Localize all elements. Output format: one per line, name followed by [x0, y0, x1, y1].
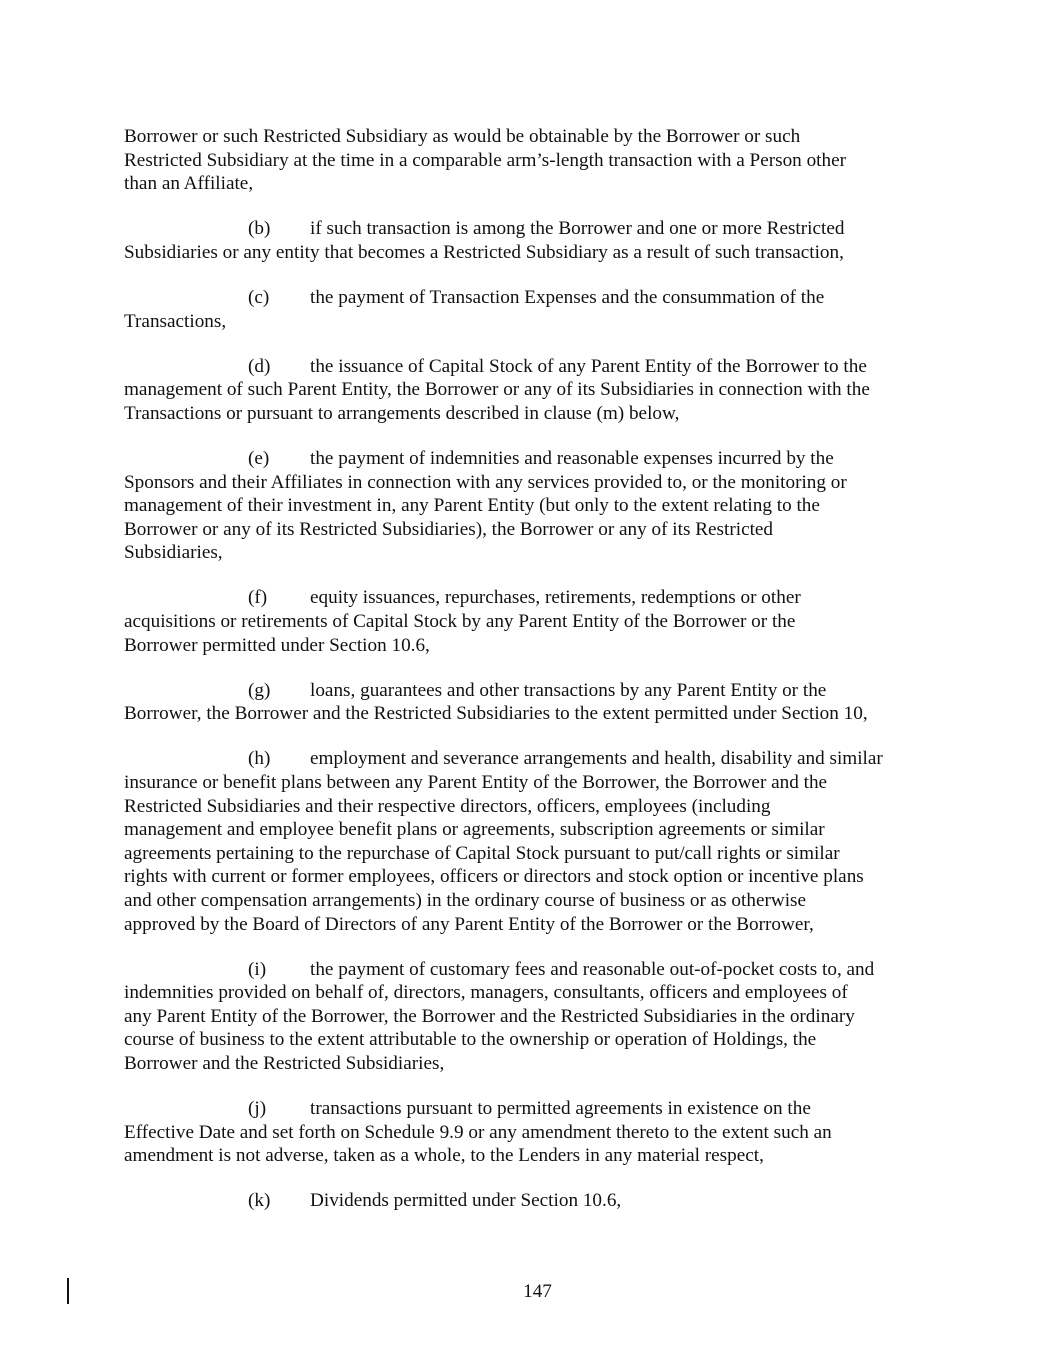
- text-line: [124, 958, 944, 982]
- text-line: [124, 172, 944, 196]
- text-line: [124, 1121, 944, 1145]
- text-line: [124, 217, 944, 241]
- text-line: [124, 125, 944, 149]
- text-line: [124, 842, 944, 866]
- line-text: course of business to the extent attributable to the ownership or operation of Holdings, the: [124, 1029, 817, 1051]
- line-text: Transactions,: [124, 310, 227, 332]
- line-text: the payment of indemnities and reasonable expenses incurred by the: [310, 447, 834, 469]
- clause-label: (h): [248, 748, 271, 770]
- text-line: [124, 447, 944, 471]
- text-line: [124, 586, 944, 610]
- clause-label: (c): [248, 286, 270, 308]
- clause-paragraph: [124, 1097, 944, 1168]
- text-line: [124, 494, 944, 518]
- line-text: than an Affiliate,: [124, 173, 254, 195]
- text-line: [124, 634, 944, 658]
- text-line: [124, 241, 944, 265]
- text-line: [124, 913, 944, 937]
- line-text: acquisitions or retirements of Capital Stock by any Parent Entity of the Borrower or the: [124, 611, 796, 632]
- line-text: agreements pertaining to the repurchase of Capital Stock pursuant to put/call rights or similar: [124, 842, 840, 864]
- page-number: 147: [523, 1281, 552, 1302]
- text-line: [124, 747, 944, 771]
- line-text: Borrower, the Borrower and the Restricted Subsidiaries to the extent permitted under Section 10,: [124, 703, 868, 725]
- text-line: [124, 1028, 944, 1052]
- text-line: [124, 981, 944, 1005]
- text-line: [124, 818, 944, 842]
- clause-label: (i): [248, 958, 267, 980]
- clause-paragraph: [124, 355, 944, 426]
- line-text: management of their investment in, any Parent Entity (but only to the extent relating to the: [124, 495, 820, 517]
- line-text: the payment of Transaction Expenses and the consummation of the: [310, 286, 825, 308]
- clause-paragraph: [124, 679, 944, 726]
- text-line: [124, 518, 944, 542]
- line-text: management and employee benefit plans or agreements, subscription agreements or similar: [124, 819, 825, 841]
- line-text: Restricted Subsidiaries and their respective directors, officers, employees (including: [124, 795, 771, 817]
- clause-label: (b): [248, 218, 271, 240]
- line-text: indemnities provided on behalf of, directors, managers, consultants, officers and employees of: [124, 982, 848, 1004]
- line-text: management of such Parent Entity, the Borrower or any of its Subsidiaries in connection with the: [124, 379, 870, 401]
- line-text: Effective Date and set forth on Schedule 9.9 or any amendment thereto to the extent such an: [124, 1121, 832, 1143]
- line-text: Restricted Subsidiary at the time in a comparable arm’s-length transaction with a Person other: [124, 149, 846, 171]
- text-line: [124, 541, 944, 565]
- clause-paragraph: [124, 747, 944, 936]
- clause-label: (d): [248, 355, 271, 377]
- text-line: [124, 1005, 944, 1029]
- clause-label: (f): [248, 587, 268, 609]
- text-line: [124, 610, 944, 634]
- text-line: [124, 1097, 944, 1121]
- text-line: [124, 795, 944, 819]
- line-text: Dividends permitted under Section 10.6,: [310, 1190, 622, 1212]
- line-text: insurance or benefit plans between any Parent Entity of the Borrower, the Borrower and the: [124, 771, 828, 793]
- line-text: Borrower or any of its Restricted Subsidiaries), the Borrower or any of its Restricted: [124, 518, 774, 540]
- line-text: any Parent Entity of the Borrower, the Borrower and the Restricted Subsidiaries in the ordinary: [124, 1005, 855, 1027]
- clause-paragraph: [124, 217, 944, 264]
- continuation-paragraph: [124, 125, 944, 196]
- line-text: Transactions or pursuant to arrangements described in clause (m) below,: [124, 402, 680, 424]
- text-line: [124, 355, 944, 379]
- line-text: Borrower and the Restricted Subsidiaries,: [124, 1053, 445, 1074]
- clause-paragraph: [124, 586, 944, 657]
- text-line: [124, 702, 944, 726]
- clause-label: (e): [248, 447, 270, 469]
- line-text: rights with current or former employees, officers or directors and stock option or incentive plans: [124, 866, 864, 888]
- line-text: Sponsors and their Affiliates in connection with any services provided to, or the monitoring or: [124, 471, 847, 493]
- line-text: amendment is not adverse, taken as a whole, to the Lenders in any material respect,: [124, 1145, 764, 1167]
- text-line: [124, 679, 944, 703]
- document-body: [124, 125, 944, 1234]
- line-text: Subsidiaries,: [124, 542, 223, 564]
- line-text: if such transaction is among the Borrower and one or more Restricted: [310, 218, 845, 240]
- text-line: [124, 310, 944, 334]
- line-text: and other compensation arrangements) in the ordinary course of business or as otherwise: [124, 889, 807, 911]
- line-text: equity issuances, repurchases, retirements, redemptions or other: [310, 587, 801, 609]
- text-line: [124, 1052, 944, 1076]
- line-text: employment and severance arrangements and health, disability and similar: [310, 748, 883, 770]
- line-text: approved by the Board of Directors of any Parent Entity of the Borrower or the Borrower,: [124, 913, 814, 935]
- text-line: [124, 865, 944, 889]
- text-line: [124, 378, 944, 402]
- text-line: [124, 771, 944, 795]
- line-text: Borrower permitted under Section 10.6,: [124, 634, 430, 656]
- clause-paragraph: [124, 1189, 944, 1213]
- text-line: [124, 1189, 944, 1213]
- clause-label: (g): [248, 679, 271, 701]
- text-line: [124, 149, 944, 173]
- text-line: [124, 1144, 944, 1168]
- text-line: [124, 286, 944, 310]
- line-text: transactions pursuant to permitted agreements in existence on the: [310, 1098, 811, 1120]
- line-text: the issuance of Capital Stock of any Parent Entity of the Borrower to the: [310, 355, 867, 377]
- clause-label: (k): [248, 1190, 271, 1212]
- clause-paragraph: [124, 447, 944, 565]
- clause-label: (j): [248, 1098, 267, 1120]
- line-text: loans, guarantees and other transactions by any Parent Entity or the: [310, 679, 827, 701]
- line-text: Borrower or such Restricted Subsidiary as would be obtainable by the Borrower or such: [124, 126, 801, 147]
- line-text: Subsidiaries or any entity that becomes a Restricted Subsidiary as a result of such transaction,: [124, 241, 844, 263]
- clause-paragraph: [124, 286, 944, 333]
- text-line: [124, 471, 944, 495]
- text-line: [124, 889, 944, 913]
- clause-paragraph: [124, 958, 944, 1076]
- text-line: [124, 402, 944, 426]
- line-text: the payment of customary fees and reasonable out-of-pocket costs to, and: [310, 958, 875, 980]
